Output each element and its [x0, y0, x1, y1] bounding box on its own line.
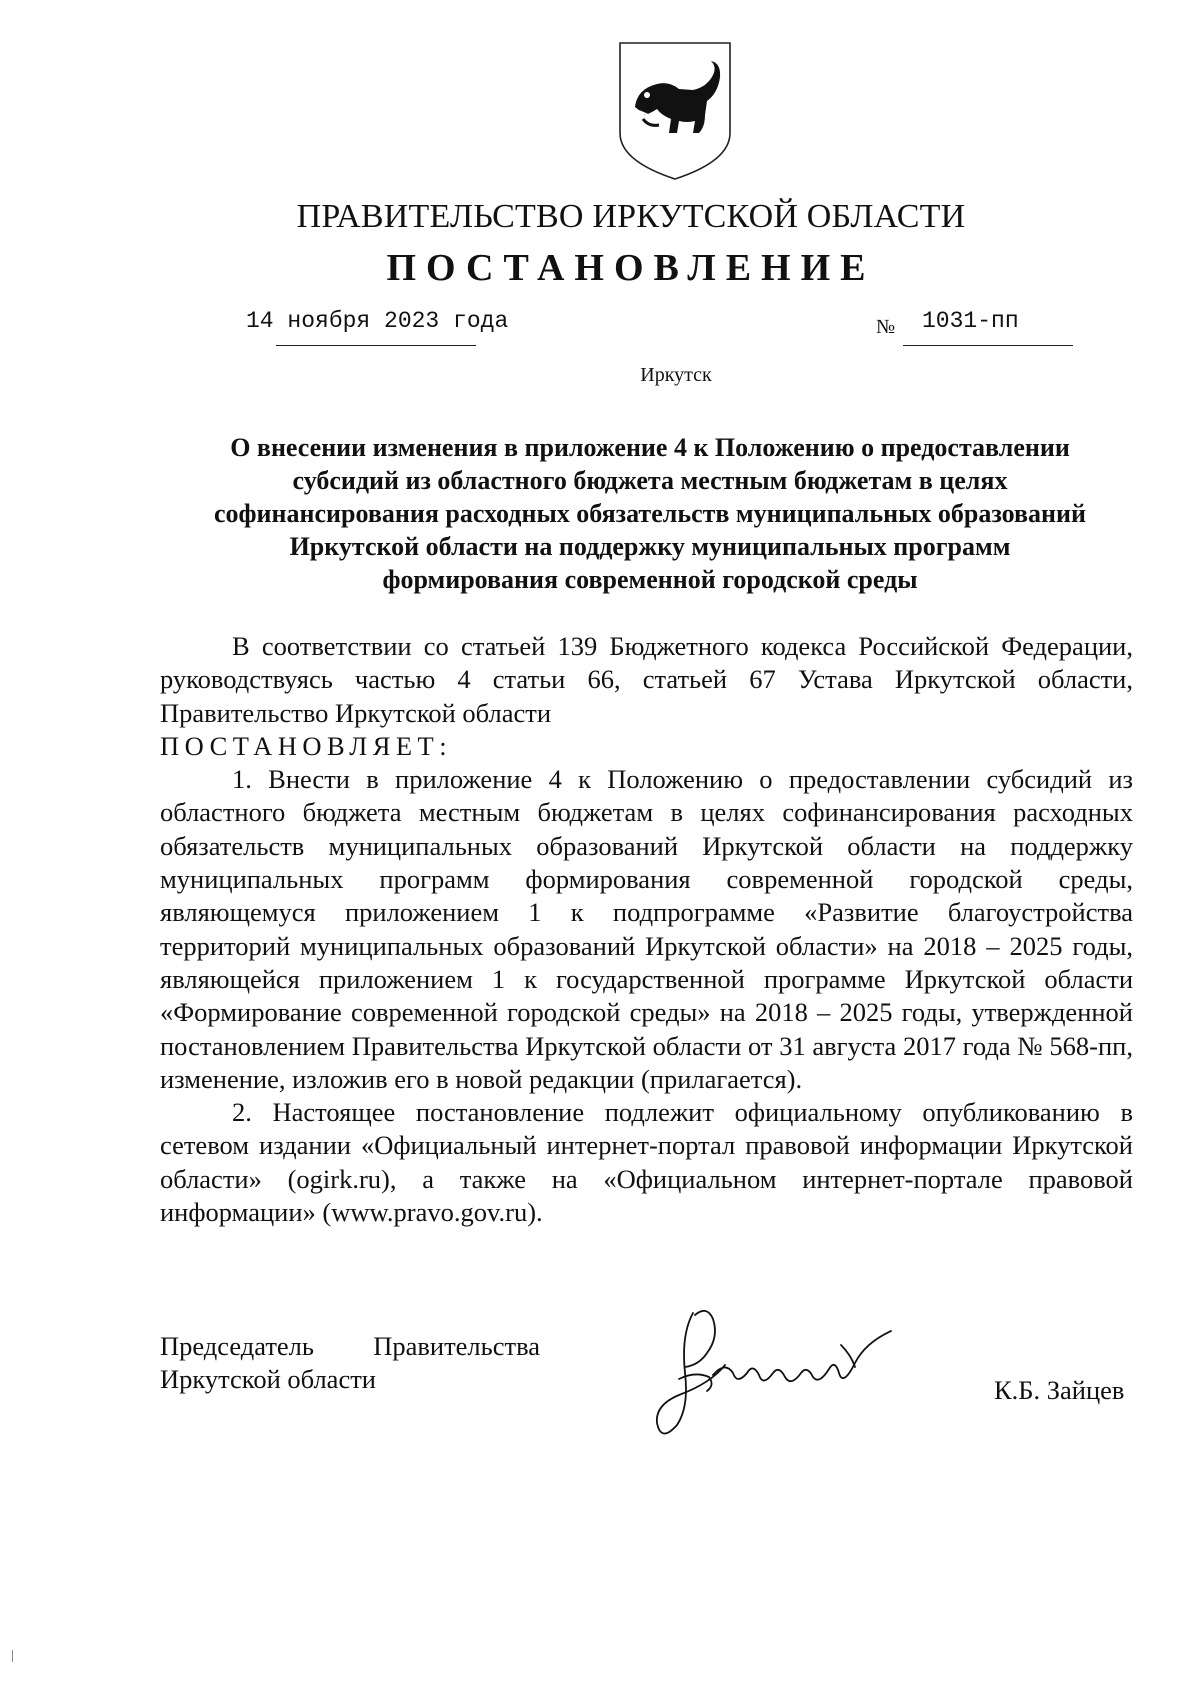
signer-name: К.Б. Зайцев [994, 1375, 1125, 1405]
organization-title: ПРАВИТЕЛЬСТВО ИРКУТСКОЙ ОБЛАСТИ [296, 198, 966, 235]
signer-position-line-2: Иркутской области [160, 1364, 376, 1395]
signer-position-word-2: Правительства [373, 1331, 540, 1361]
heading-line: субсидий из областного бюджета местным бюджетам в целях [292, 466, 1008, 495]
date-underline [276, 345, 476, 346]
scan-edge-mark [12, 1650, 13, 1662]
preamble-paragraph: В соответствии со статьей 139 Бюджетного кодекса Российской Федерации, руководствуясь частью 4 статьи 66, статьей 67 Устава Иркутской области, Правительство Иркутской области [160, 631, 1133, 728]
heading-line: формирования современной городской среды [382, 565, 918, 594]
document-heading [160, 431, 1140, 596]
signer-position [160, 1330, 540, 1397]
coat-of-arms-icon [617, 37, 733, 183]
signer-position-line-1 [160, 1330, 540, 1363]
handwritten-signature [655, 1295, 915, 1445]
decree-word: ПОСТАНОВЛЯЕТ: [160, 730, 453, 761]
signer-position-word-1: Председатель [160, 1331, 314, 1361]
point-1-paragraph: 1. Внести в приложение 4 к Положению о предоставлении субсидий из областного бюджета местным бюджетам в целях софинансирования расходных обязательств муниципальных образований Иркутской области на поддержку муниципальных программ формирования современной городской среды, являющемуся приложением 1 к подпрограмме «Развитие благоустройства территорий муниципальных образований Иркутской области» на 2018 – 2025 годы, являющейся приложением 1 к государственной программе Иркутской области «Формирование современной городской среды» на 2018 – 2025 годы, утвержденной постановлением Правительства Иркутской области от 31 августа 2017 года № 568-пп, изменение, изложив его в новой редакции (прилагается). [160, 764, 1133, 1094]
heading-line: Иркутской области на поддержку муниципальных программ [289, 532, 1011, 561]
number-underline [903, 345, 1073, 346]
heading-line: софинансирования расходных обязательств муниципальных образований [214, 499, 1086, 528]
document-body [160, 630, 1133, 1229]
number-label: № [876, 316, 896, 338]
document-type: ПОСТАНОВЛЕНИЕ [386, 247, 876, 289]
heading-line: О внесении изменения в приложение 4 к Положению о предоставлении [230, 433, 1070, 462]
document-number: 1031-пп [922, 308, 1019, 334]
document-date: 14 ноября 2023 года [246, 308, 509, 334]
point-2-paragraph: 2. Настоящее постановление подлежит официальному опубликованию в сетевом издании «Официальный интернет-портал правовой информации Иркутской области» (ogirk.ru), а также на «Официальном интернет-портале правовой информации» (www.pravo.gov.ru). [160, 1097, 1133, 1228]
city: Иркутск [640, 364, 712, 386]
